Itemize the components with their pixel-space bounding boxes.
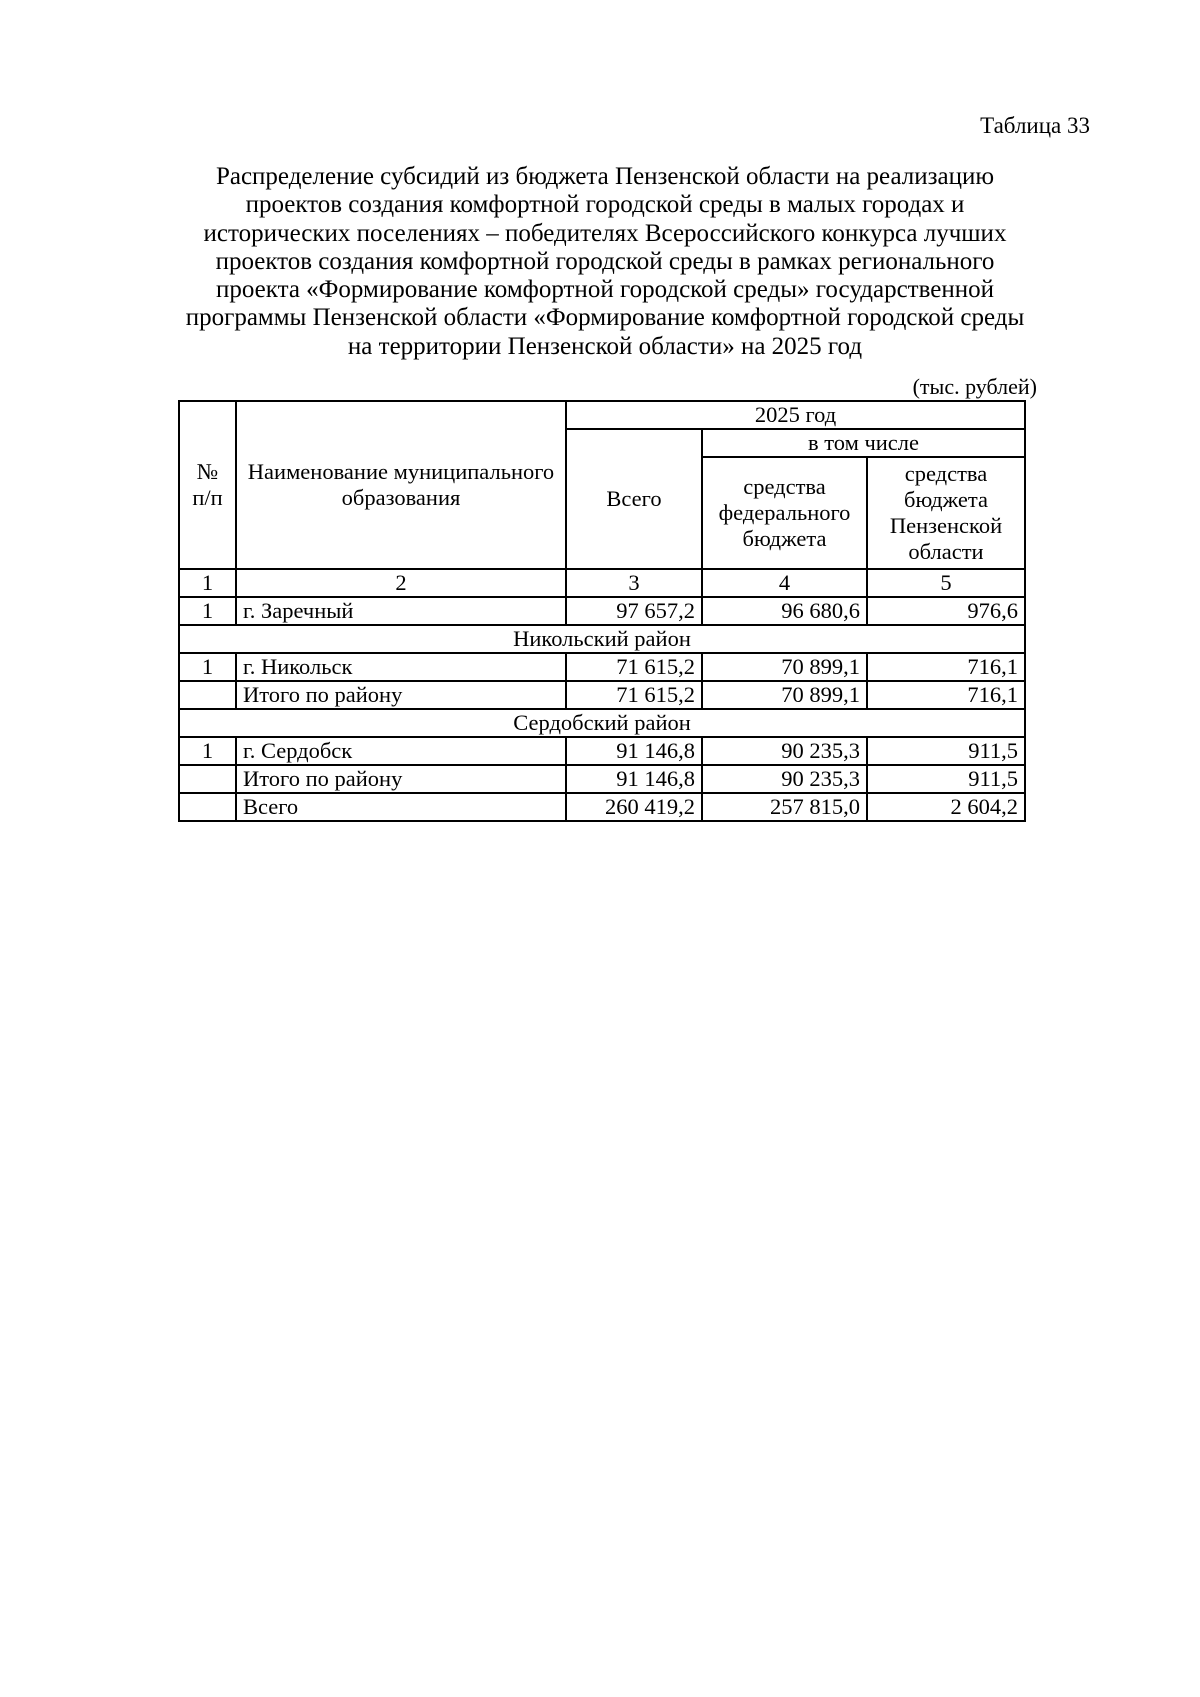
header-total: Всего xyxy=(566,429,702,569)
section-title: Сердобский район xyxy=(179,709,1025,737)
title-line: проектов создания комфортной городской среды в малых городах и xyxy=(245,191,965,219)
column-numbers-row xyxy=(179,569,1025,597)
table-row xyxy=(179,765,1025,793)
title-line: Распределение субсидий из бюджета Пензенской области на реализацию xyxy=(215,163,995,190)
document-title xyxy=(110,163,1100,361)
section-title: Никольский район xyxy=(179,625,1025,653)
column-number: 3 xyxy=(566,569,702,597)
title-line: исторических поселениях – победителях Всероссийского конкурса лучших xyxy=(203,219,1007,247)
subsidy-table xyxy=(178,400,1026,822)
column-number: 4 xyxy=(702,569,867,597)
header-including: в том числе xyxy=(702,429,1025,457)
header-row-year xyxy=(179,401,1025,429)
row-num: 1 xyxy=(179,597,236,625)
column-number: 2 xyxy=(236,569,566,597)
table-row xyxy=(179,653,1025,681)
row-federal: 70 899,1 xyxy=(702,681,867,709)
header-year: 2025 год xyxy=(566,401,1025,429)
row-regional: 976,6 xyxy=(867,597,1025,625)
row-regional: 2 604,2 xyxy=(867,793,1025,821)
row-regional: 911,5 xyxy=(867,765,1025,793)
row-total: 260 419,2 xyxy=(566,793,702,821)
header-federal: средства федерального бюджета xyxy=(702,457,867,569)
row-name: г. Сердобск xyxy=(236,737,566,765)
section-row xyxy=(179,709,1025,737)
row-total: 91 146,8 xyxy=(566,765,702,793)
row-name: Итого по району xyxy=(236,681,566,709)
row-name: г. Заречный xyxy=(236,597,566,625)
row-num xyxy=(179,793,236,821)
row-num: 1 xyxy=(179,653,236,681)
row-total: 71 615,2 xyxy=(566,653,702,681)
row-total: 97 657,2 xyxy=(566,597,702,625)
table-row xyxy=(179,597,1025,625)
title-line: программы Пензенской области «Формирование комфортной городской среды xyxy=(185,304,1025,332)
row-total: 71 615,2 xyxy=(566,681,702,709)
row-name: г. Никольск xyxy=(236,653,566,681)
title-line: проектов создания комфортной городской среды в рамках регионального xyxy=(215,247,995,275)
header-name: Наименование муниципального образования xyxy=(236,401,566,569)
section-row xyxy=(179,625,1025,653)
row-name: Итого по району xyxy=(236,765,566,793)
row-regional: 911,5 xyxy=(867,737,1025,765)
units-label: (тыс. рублей) xyxy=(912,374,1037,399)
row-regional: 716,1 xyxy=(867,653,1025,681)
row-num xyxy=(179,765,236,793)
header-regional: средства бюджета Пензенской области xyxy=(867,457,1025,569)
row-name: Всего xyxy=(236,793,566,821)
row-federal: 90 235,3 xyxy=(702,765,867,793)
row-regional: 716,1 xyxy=(867,681,1025,709)
row-num xyxy=(179,681,236,709)
column-number: 1 xyxy=(179,569,236,597)
row-federal: 70 899,1 xyxy=(702,653,867,681)
header-num: № п/п xyxy=(179,401,236,569)
row-federal: 257 815,0 xyxy=(702,793,867,821)
title-line: на территории Пензенской области» на 2025 год xyxy=(347,332,863,360)
title-line: проекта «Формирование комфортной городской среды» государственной xyxy=(216,276,994,304)
row-federal: 96 680,6 xyxy=(702,597,867,625)
table-row xyxy=(179,681,1025,709)
row-num: 1 xyxy=(179,737,236,765)
row-total: 91 146,8 xyxy=(566,737,702,765)
column-number: 5 xyxy=(867,569,1025,597)
table-row xyxy=(179,737,1025,765)
row-federal: 90 235,3 xyxy=(702,737,867,765)
table-number: Таблица 33 xyxy=(980,113,1090,138)
table-row xyxy=(179,793,1025,821)
